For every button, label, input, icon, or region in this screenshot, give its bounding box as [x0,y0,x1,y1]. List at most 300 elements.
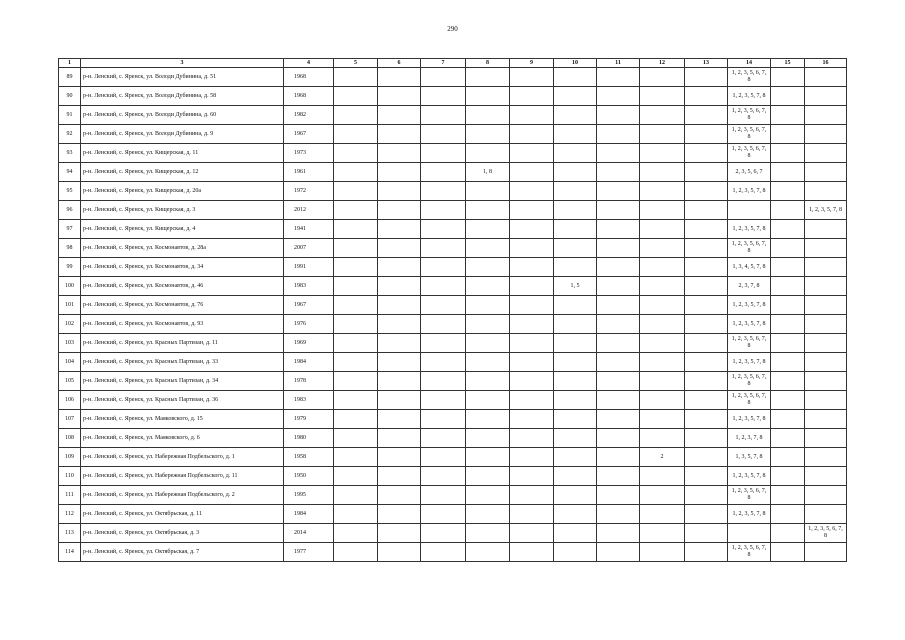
cell-empty [771,144,805,163]
cell-empty [334,505,378,524]
cell-c12 [640,543,685,562]
cell-c16 [805,315,847,334]
cell-empty [510,391,554,410]
column-header: 5 [334,59,378,68]
cell-empty [510,543,554,562]
cell-empty [597,448,640,467]
cell-empty [334,391,378,410]
cell-empty [685,391,728,410]
cell-empty [334,182,378,201]
cell-empty [421,220,466,239]
cell-year: 1967 [284,296,334,315]
table-row [59,239,847,258]
cell-empty [421,448,466,467]
cell-empty [510,467,554,486]
cell-num: 113 [59,524,81,543]
cell-empty [421,486,466,505]
cell-c14 [728,524,771,543]
cell-c12 [640,87,685,106]
cell-empty [597,125,640,144]
cell-empty [597,391,640,410]
cell-empty [378,239,421,258]
cell-empty [597,315,640,334]
cell-c14: 1, 2, 3, 5, 7, 8 [728,410,771,429]
cell-empty [685,106,728,125]
cell-c16 [805,239,847,258]
cell-c12 [640,372,685,391]
cell-c10 [554,258,597,277]
cell-c8 [466,220,510,239]
cell-c14: 1, 2, 3, 5, 6, 7, 8 [728,144,771,163]
cell-empty [421,391,466,410]
cell-empty [378,429,421,448]
cell-c14: 1, 3, 5, 7, 8 [728,448,771,467]
cell-c14: 2, 3, 7, 8 [728,277,771,296]
cell-empty [771,410,805,429]
cell-empty [510,239,554,258]
cell-empty [421,87,466,106]
cell-address: р-н. Ленский, с. Яренск, ул. Космонавтов, д. 93 [81,315,284,334]
cell-c10 [554,201,597,220]
cell-c14: 1, 2, 3, 5, 6, 7, 8 [728,239,771,258]
cell-empty [334,87,378,106]
cell-empty [378,410,421,429]
cell-empty [597,353,640,372]
cell-c8 [466,258,510,277]
cell-c16 [805,543,847,562]
column-header: 9 [510,59,554,68]
cell-c16 [805,68,847,87]
cell-c8 [466,144,510,163]
table-row [59,467,847,486]
cell-empty [510,182,554,201]
cell-empty [771,505,805,524]
cell-empty [334,543,378,562]
cell-empty [685,315,728,334]
cell-empty [334,220,378,239]
table-row [59,391,847,410]
cell-empty [685,543,728,562]
cell-c16 [805,467,847,486]
cell-c10 [554,182,597,201]
cell-c10 [554,505,597,524]
cell-c12 [640,239,685,258]
cell-empty [510,372,554,391]
cell-year: 2007 [284,239,334,258]
cell-c16 [805,277,847,296]
cell-num: 96 [59,201,81,220]
cell-address: р-н. Ленский, с. Яренск, ул. Набережная Подбельского, д. 2 [81,486,284,505]
cell-c8 [466,277,510,296]
cell-year: 1972 [284,182,334,201]
table-row [59,296,847,315]
cell-num: 105 [59,372,81,391]
cell-address: р-н. Ленский, с. Яренск, ул. Володи Дубинина, д. 60 [81,106,284,125]
cell-num: 94 [59,163,81,182]
cell-address: р-н. Ленский, с. Яренск, ул. Володи Дубинина, д. 58 [81,87,284,106]
cell-c12: 2 [640,448,685,467]
cell-c14: 1, 2, 3, 5, 7, 8 [728,296,771,315]
cell-c16 [805,429,847,448]
cell-c10 [554,448,597,467]
cell-c14: 1, 2, 3, 5, 7, 8 [728,182,771,201]
cell-year: 1968 [284,68,334,87]
table-row [59,163,847,182]
cell-empty [771,315,805,334]
cell-c16 [805,296,847,315]
cell-c14: 1, 2, 3, 5, 7, 8 [728,467,771,486]
cell-empty [334,296,378,315]
cell-address: р-н. Ленский, с. Яренск, ул. Кищерская, д. 12 [81,163,284,182]
cell-c12 [640,258,685,277]
cell-year: 1976 [284,315,334,334]
cell-empty [510,429,554,448]
cell-c10 [554,372,597,391]
cell-c14: 1, 2, 3, 5, 6, 7, 8 [728,486,771,505]
cell-empty [685,296,728,315]
cell-empty [334,258,378,277]
cell-c10 [554,410,597,429]
cell-empty [685,467,728,486]
cell-empty [771,448,805,467]
cell-c12 [640,429,685,448]
cell-num: 110 [59,467,81,486]
cell-empty [378,372,421,391]
cell-num: 99 [59,258,81,277]
cell-c10 [554,315,597,334]
cell-empty [421,353,466,372]
cell-c8 [466,296,510,315]
cell-empty [378,543,421,562]
cell-num: 100 [59,277,81,296]
table-row [59,201,847,220]
cell-empty [685,258,728,277]
cell-c8 [466,486,510,505]
cell-empty [771,429,805,448]
cell-c10 [554,220,597,239]
cell-c8 [466,201,510,220]
cell-c16 [805,163,847,182]
cell-empty [421,315,466,334]
column-header: 1 [59,59,81,68]
cell-empty [334,410,378,429]
column-header: 11 [597,59,640,68]
cell-year: 1983 [284,391,334,410]
cell-empty [597,201,640,220]
cell-c12 [640,201,685,220]
cell-empty [334,353,378,372]
cell-c10 [554,486,597,505]
cell-empty [421,163,466,182]
cell-empty [378,448,421,467]
cell-year: 1982 [284,106,334,125]
cell-empty [597,144,640,163]
table-row [59,372,847,391]
cell-num: 89 [59,68,81,87]
cell-empty [378,315,421,334]
cell-address: р-н. Ленский, с. Яренск, ул. Набережная Подбельского, д. 1 [81,448,284,467]
cell-year: 1950 [284,467,334,486]
cell-empty [771,201,805,220]
cell-c12 [640,410,685,429]
cell-num: 104 [59,353,81,372]
column-header: 4 [284,59,334,68]
cell-c8 [466,125,510,144]
cell-empty [378,220,421,239]
cell-empty [771,486,805,505]
cell-empty [378,182,421,201]
cell-empty [334,106,378,125]
cell-empty [510,505,554,524]
cell-c12 [640,467,685,486]
cell-c14: 1, 2, 3, 5, 6, 7, 8 [728,372,771,391]
cell-num: 114 [59,543,81,562]
cell-empty [685,182,728,201]
cell-empty [597,68,640,87]
cell-empty [771,353,805,372]
cell-year: 1983 [284,277,334,296]
cell-empty [421,410,466,429]
cell-empty [378,334,421,353]
cell-empty [771,524,805,543]
cell-empty [421,277,466,296]
cell-empty [378,505,421,524]
cell-empty [510,486,554,505]
table-row [59,106,847,125]
cell-empty [378,125,421,144]
cell-c12 [640,334,685,353]
cell-empty [510,334,554,353]
cell-c8 [466,543,510,562]
cell-c10 [554,353,597,372]
cell-empty [510,144,554,163]
cell-num: 93 [59,144,81,163]
cell-empty [510,448,554,467]
cell-empty [597,239,640,258]
cell-c16 [805,505,847,524]
cell-year: 1961 [284,163,334,182]
cell-address: р-н. Ленский, с. Яренск, ул. Октябрьская, д. 11 [81,505,284,524]
cell-empty [685,201,728,220]
cell-empty [685,239,728,258]
cell-empty [421,372,466,391]
housing-register-table [58,58,847,562]
cell-empty [421,144,466,163]
cell-empty [378,296,421,315]
cell-empty [334,334,378,353]
cell-c10 [554,144,597,163]
cell-address: р-н. Ленский, с. Яренск, ул. Кищерская, д. 4 [81,220,284,239]
cell-address: р-н. Ленский, с. Яренск, ул. Набережная Подбельского, д. 11 [81,467,284,486]
cell-num: 91 [59,106,81,125]
cell-num: 103 [59,334,81,353]
cell-empty [334,277,378,296]
cell-empty [510,68,554,87]
cell-address: р-н. Ленский, с. Яренск, ул. Красных Партизан, д. 34 [81,372,284,391]
cell-empty [685,220,728,239]
cell-empty [378,144,421,163]
cell-empty [378,277,421,296]
cell-address: р-н. Ленский, с. Яренск, ул. Космонавтов, д. 76 [81,296,284,315]
column-header: 15 [771,59,805,68]
cell-c12 [640,486,685,505]
cell-empty [510,524,554,543]
cell-c8 [466,524,510,543]
cell-empty [421,201,466,220]
cell-c16 [805,220,847,239]
cell-c8 [466,334,510,353]
cell-empty [597,106,640,125]
cell-empty [685,372,728,391]
cell-empty [597,163,640,182]
cell-c10 [554,334,597,353]
cell-empty [771,106,805,125]
cell-c10 [554,125,597,144]
cell-c12 [640,505,685,524]
cell-c10 [554,429,597,448]
cell-empty [771,239,805,258]
cell-c16 [805,334,847,353]
cell-c12 [640,524,685,543]
cell-c8 [466,429,510,448]
cell-empty [597,524,640,543]
cell-empty [771,163,805,182]
column-header: 14 [728,59,771,68]
cell-year: 1979 [284,410,334,429]
cell-empty [597,182,640,201]
cell-empty [378,486,421,505]
cell-address: р-н. Ленский, с. Яренск, ул. Космонавтов, д. 34 [81,258,284,277]
cell-c14: 1, 2, 3, 5, 6, 7, 8 [728,391,771,410]
cell-empty [334,163,378,182]
cell-c8 [466,467,510,486]
cell-year: 1995 [284,486,334,505]
cell-c10 [554,163,597,182]
cell-num: 112 [59,505,81,524]
cell-c8: 1, 8 [466,163,510,182]
cell-empty [771,334,805,353]
cell-year: 1977 [284,543,334,562]
cell-c8 [466,372,510,391]
cell-c10 [554,467,597,486]
column-header: 6 [378,59,421,68]
cell-c14: 1, 3, 4, 5, 7, 8 [728,258,771,277]
cell-c12 [640,125,685,144]
cell-empty [378,106,421,125]
cell-empty [334,429,378,448]
cell-address: р-н. Ленский, с. Яренск, ул. Володи Дубинина, д. 51 [81,68,284,87]
cell-empty [597,87,640,106]
cell-empty [334,68,378,87]
column-header: 8 [466,59,510,68]
table-row [59,543,847,562]
cell-empty [685,163,728,182]
cell-empty [421,524,466,543]
table-row [59,334,847,353]
cell-empty [421,125,466,144]
cell-empty [378,68,421,87]
cell-year: 2014 [284,524,334,543]
cell-address: р-н. Ленский, с. Яренск, ул. Володи Дубинина, д. 9 [81,125,284,144]
cell-empty [421,467,466,486]
cell-empty [334,201,378,220]
cell-address: р-н. Ленский, с. Яренск, ул. Красных Партизан, д. 11 [81,334,284,353]
cell-c8 [466,505,510,524]
cell-empty [597,467,640,486]
cell-num: 102 [59,315,81,334]
cell-c14: 1, 2, 3, 5, 7, 8 [728,315,771,334]
cell-empty [421,68,466,87]
cell-c14: 1, 2, 3, 5, 6, 7, 8 [728,334,771,353]
cell-empty [421,182,466,201]
cell-c8 [466,391,510,410]
cell-empty [771,87,805,106]
cell-empty [378,163,421,182]
cell-c12 [640,353,685,372]
cell-empty [510,296,554,315]
cell-year: 1969 [284,334,334,353]
cell-empty [378,258,421,277]
table-row [59,220,847,239]
table-row [59,486,847,505]
cell-c16: 1, 2, 3, 5, 6, 7, 8 [805,524,847,543]
cell-empty [378,87,421,106]
cell-empty [597,486,640,505]
cell-address: р-н. Ленский, с. Яренск, ул. Космонавтов, д. 28а [81,239,284,258]
cell-empty [771,296,805,315]
cell-empty [378,467,421,486]
cell-empty [334,486,378,505]
cell-c12 [640,144,685,163]
cell-c16 [805,144,847,163]
cell-empty [334,467,378,486]
cell-address: р-н. Ленский, с. Яренск, ул. Красных Партизан, д. 33 [81,353,284,372]
cell-c8 [466,239,510,258]
table-row [59,277,847,296]
cell-empty [771,277,805,296]
cell-c16 [805,125,847,144]
cell-num: 92 [59,125,81,144]
cell-empty [771,68,805,87]
cell-num: 101 [59,296,81,315]
cell-empty [597,429,640,448]
cell-empty [685,486,728,505]
cell-empty [597,220,640,239]
cell-c8 [466,68,510,87]
cell-num: 106 [59,391,81,410]
cell-empty [421,505,466,524]
cell-c14: 1, 2, 3, 5, 6, 7, 8 [728,106,771,125]
cell-empty [378,391,421,410]
cell-year: 1973 [284,144,334,163]
cell-year: 1941 [284,220,334,239]
cell-c16 [805,87,847,106]
cell-num: 98 [59,239,81,258]
cell-c8 [466,353,510,372]
cell-c14: 1, 2, 3, 5, 7, 8 [728,220,771,239]
cell-c14: 1, 2, 3, 5, 7, 8 [728,87,771,106]
cell-empty [421,239,466,258]
cell-empty [597,334,640,353]
cell-empty [685,334,728,353]
cell-num: 107 [59,410,81,429]
cell-c10 [554,106,597,125]
cell-empty [685,277,728,296]
table-header-row [59,59,847,68]
cell-empty [510,87,554,106]
cell-c14: 2, 3, 5, 6, 7 [728,163,771,182]
cell-empty [510,220,554,239]
